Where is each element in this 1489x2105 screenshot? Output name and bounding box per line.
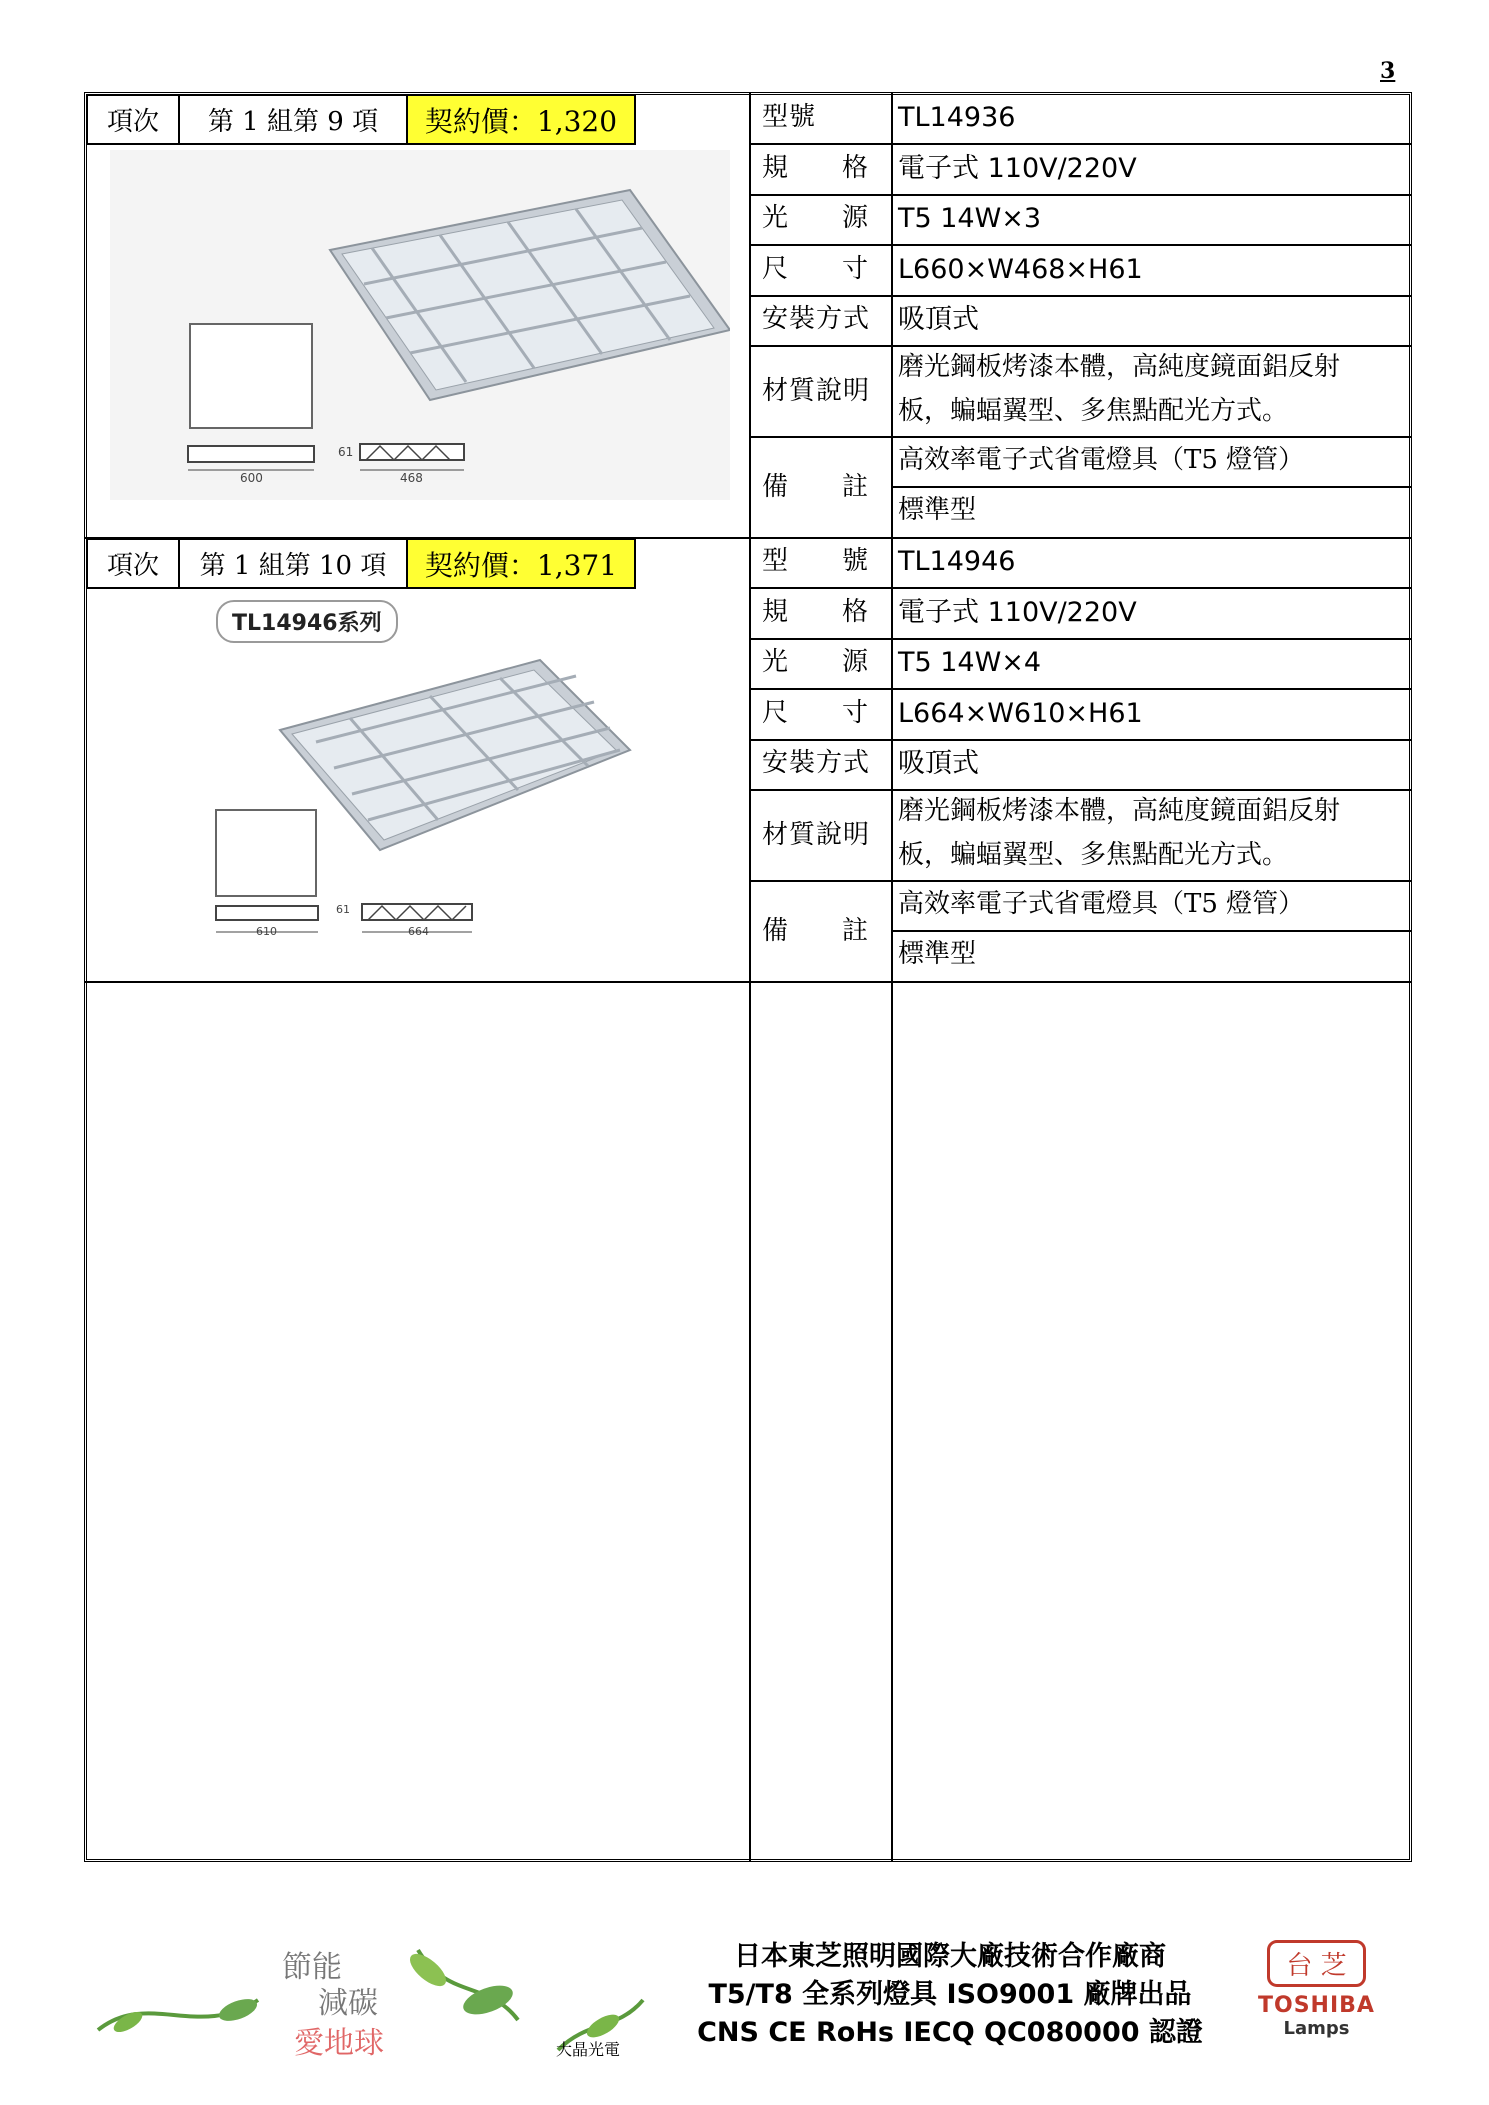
dimension-label: 664 [408,925,429,938]
slogan-line-2: 減碳 [318,1986,378,2021]
spec-value-remark-line1: 高效率電子式省電燈具（T5 燈管） [898,445,1305,475]
spec-value-size: L660×W468×H61 [898,254,1143,285]
dimension-label: 61 [336,903,350,916]
item-group: 第 1 組第 10 項 [199,551,387,581]
spec-value-remark-line1: 高效率電子式省電燈具（T5 燈管） [898,889,1305,919]
spec-label-remark: 備註 [762,472,923,502]
row-line [749,587,1412,589]
spec-label-light-source: 光源 [762,647,923,677]
item-group-cell [178,538,408,589]
item-separator [84,981,1412,983]
row-line [749,345,1412,347]
product-image-2 [200,650,640,950]
contract-price: 契約價：1,371 [406,538,636,589]
spec-value-remark-line2: 標準型 [898,939,977,969]
row-line [749,436,1412,438]
spec-label-model: 型號 [762,102,817,132]
spec-value-material-line1: 磨光鋼板烤漆本體，高純度鏡面鋁反射 [898,352,1341,382]
row-line [749,638,1412,640]
dimension-label: 610 [256,925,277,938]
logo-en: TOSHIBA [1258,1993,1375,2018]
item-label-cell [86,94,180,145]
dimension-label: 468 [400,471,423,485]
cert-line-1: 日本東芝照明國際大廠技術合作廠商 [734,1941,1166,1972]
spec-label-size: 尺寸 [762,698,923,728]
cert-line-2: T5/T8 全系列燈具 ISO9001 廠牌出品 [708,1979,1192,2010]
row-line [891,930,1412,932]
logo-cn: 台 芝 [1267,1940,1365,1987]
spec-value-remark-line2: 標準型 [898,495,977,525]
row-line [749,194,1412,196]
row-line [749,143,1412,145]
spec-value-spec: 電子式 110V/220V [898,153,1137,184]
item-label: 項次 [106,107,159,137]
spec-value-size: L664×W610×H61 [898,698,1143,729]
page-number: 3 [1380,58,1396,84]
cert-line-3: CNS CE RoHs IECQ QC080000 認證 [697,2017,1203,2048]
spec-label-spec: 規格 [762,597,923,627]
logo-sub: Lamps [1283,2018,1350,2039]
spec-label-install: 安裝方式 [762,748,871,778]
spec-value-model: TL14936 [898,102,1016,133]
spec-label-material: 材質說明 [762,376,871,406]
spec-value-material-line2: 板，蝙蝠翼型、多焦點配光方式。 [898,840,1289,870]
spec-label-light-source: 光源 [762,203,923,233]
row-line [749,880,1412,882]
spec-value-spec: 電子式 110V/220V [898,597,1137,628]
item-group: 第 1 組第 9 項 [207,107,379,137]
spec-value-install: 吸頂式 [898,304,979,335]
item-group-cell [178,94,408,145]
spec-value-model: TL14946 [898,546,1016,577]
item-label-cell [86,538,180,589]
certification-block [690,1938,1210,2052]
row-line [749,739,1412,741]
spec-value-install: 吸頂式 [898,748,979,779]
product-image-1 [110,150,730,500]
dimension-label: 61 [338,445,354,459]
contract-price: 契約價：1,320 [406,94,636,145]
spec-label-remark: 備註 [762,916,923,946]
spec-value-material-line1: 磨光鋼板烤漆本體，高純度鏡面鋁反射 [898,796,1341,826]
spec-label-size: 尺寸 [762,254,923,284]
toshiba-logo [1258,1940,1375,2039]
row-line [891,486,1412,488]
column-divider-1 [749,92,751,1862]
spec-value-light-source: T5 14W×3 [898,203,1042,234]
row-line [749,688,1412,690]
spec-label-install: 安裝方式 [762,304,871,334]
column-divider-2 [891,92,893,1862]
spec-value-material-line2: 板，蝙蝠翼型、多焦點配光方式。 [898,396,1289,426]
brand-small: 大晶光電 [556,2040,621,2059]
spec-label-model: 型號 [762,546,923,576]
spec-label-spec: 規格 [762,153,923,183]
item-label: 項次 [106,551,159,581]
series-label: TL14946系列 [216,600,398,643]
spec-value-light-source: T5 14W×4 [898,647,1042,678]
slogan-line-3: 愛地球 [294,2026,384,2061]
row-line [749,295,1412,297]
spec-label-material: 材質說明 [762,820,871,850]
slogan-line-1: 節能 [282,1950,342,1985]
row-line [749,789,1412,791]
dimension-label: 600 [240,471,263,485]
row-line [749,244,1412,246]
